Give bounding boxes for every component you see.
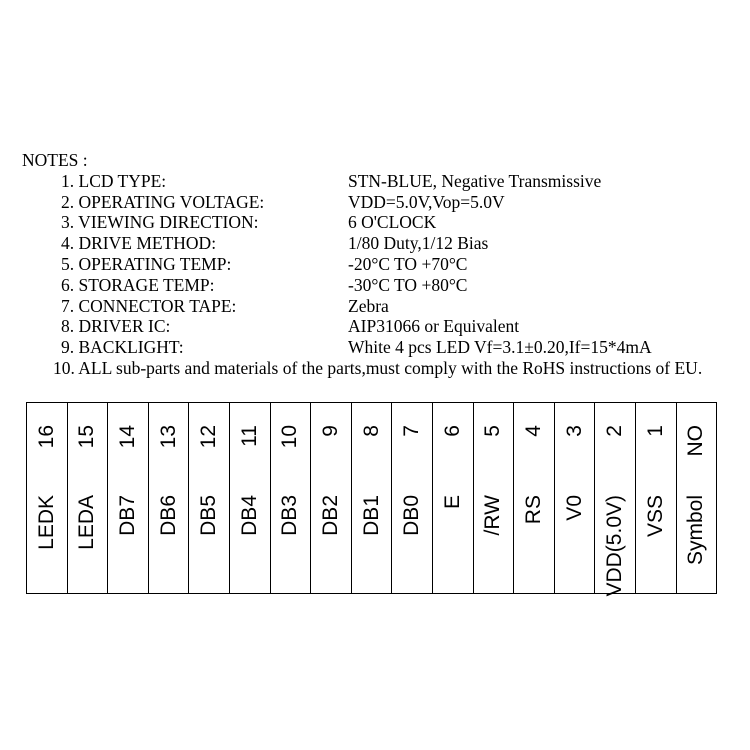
note-value: -20°C TO +70°C	[348, 253, 468, 274]
pin-number: 1	[643, 425, 667, 437]
note-value: 6 O'CLOCK	[348, 212, 437, 233]
pin-number: 11	[237, 425, 261, 447]
pin-symbol: LEDK	[34, 495, 58, 550]
notes-title: NOTES :	[22, 150, 88, 170]
note-label: 1. LCD TYPE:	[61, 170, 167, 191]
pin-number: 5	[481, 425, 505, 437]
note-label: 9. BACKLIGHT:	[61, 337, 184, 358]
note-item	[22, 192, 742, 213]
note-label: 2. OPERATING VOLTAGE:	[61, 191, 265, 212]
pin-symbol: V0	[562, 495, 586, 521]
note-item	[22, 212, 742, 233]
note-label: 7. CONNECTOR TAPE:	[61, 295, 237, 316]
pin-column	[27, 403, 68, 594]
note-label: 8. DRIVER IC:	[61, 316, 171, 337]
pin-symbol: DB2	[318, 495, 342, 536]
pin-number: 3	[562, 425, 586, 437]
pin-symbol: DB7	[115, 495, 139, 536]
pin-column	[595, 403, 636, 597]
note-label: 5. OPERATING TEMP:	[61, 253, 232, 274]
pin-number: 15	[75, 425, 99, 449]
pin-symbol: E	[440, 495, 464, 510]
pin-symbol: DB5	[197, 495, 221, 536]
pin-symbol: DB1	[359, 495, 383, 536]
note-item-rohs	[22, 358, 742, 379]
note-value: AIP31066 or Equivalent	[348, 316, 520, 337]
note-label: 6. STORAGE TEMP:	[61, 274, 215, 295]
pin-column	[148, 403, 189, 594]
note-label: 3. VIEWING DIRECTION:	[61, 212, 259, 233]
pin-symbol: DB4	[237, 495, 261, 536]
pin-column	[311, 403, 352, 594]
note-item	[22, 316, 742, 337]
pin-symbol: LEDA	[75, 495, 99, 550]
pin-number: 14	[115, 425, 139, 449]
pin-number: 2	[603, 425, 627, 437]
pin-column	[229, 403, 270, 594]
pin-number: 7	[400, 425, 424, 437]
note-rohs-text: 10. ALL sub-parts and materials of the parts,must comply with the RoHS instructions of EU.	[53, 357, 703, 378]
pin-table-row	[27, 403, 717, 594]
pin-symbol: DB6	[156, 495, 180, 536]
pin-column	[392, 403, 433, 594]
pin-column	[351, 403, 392, 594]
note-value: STN-BLUE, Negative Transmissive	[348, 170, 602, 191]
pin-header-symbol: Symbol	[684, 495, 708, 566]
pin-number: 10	[278, 425, 302, 449]
note-item	[22, 254, 742, 275]
pin-number: 4	[521, 425, 545, 437]
pin-column	[514, 403, 555, 594]
pin-column	[189, 403, 230, 594]
pin-symbol: DB3	[278, 495, 302, 536]
pin-number: 9	[318, 425, 342, 437]
note-item	[22, 337, 742, 358]
pin-column	[473, 403, 514, 594]
pin-header-column	[676, 403, 717, 594]
pin-column	[432, 403, 473, 594]
pin-column	[635, 403, 676, 594]
note-value: White 4 pcs LED Vf=3.1±0.20,If=15*4mA	[348, 337, 652, 358]
pin-column	[270, 403, 311, 594]
pin-header-no: NO	[684, 425, 708, 457]
note-item	[22, 275, 742, 296]
pin-symbol: /RW	[481, 495, 505, 536]
note-label: 4. DRIVE METHOD:	[61, 233, 217, 254]
note-item	[22, 233, 742, 254]
pin-symbol: VSS	[643, 495, 667, 538]
note-value: VDD=5.0V,Vop=5.0V	[348, 191, 505, 212]
pin-column	[554, 403, 595, 594]
note-value: Zebra	[348, 295, 389, 316]
pin-number: 16	[34, 425, 58, 449]
note-item	[22, 171, 742, 192]
pin-table	[26, 402, 717, 597]
pin-column	[67, 403, 108, 594]
note-item	[22, 296, 742, 317]
pin-number: 13	[156, 425, 180, 449]
pin-symbol: RS	[521, 495, 545, 525]
pin-symbol: VDD(5.0V)	[603, 495, 627, 597]
pin-symbol: DB0	[400, 495, 424, 536]
note-value: 1/80 Duty,1/12 Bias	[348, 233, 489, 254]
pin-number: 6	[440, 425, 464, 437]
notes-section	[22, 150, 742, 379]
note-value: -30°C TO +80°C	[348, 274, 468, 295]
pin-number: 12	[197, 425, 221, 449]
pin-column	[108, 403, 149, 594]
pin-number: 8	[359, 425, 383, 437]
